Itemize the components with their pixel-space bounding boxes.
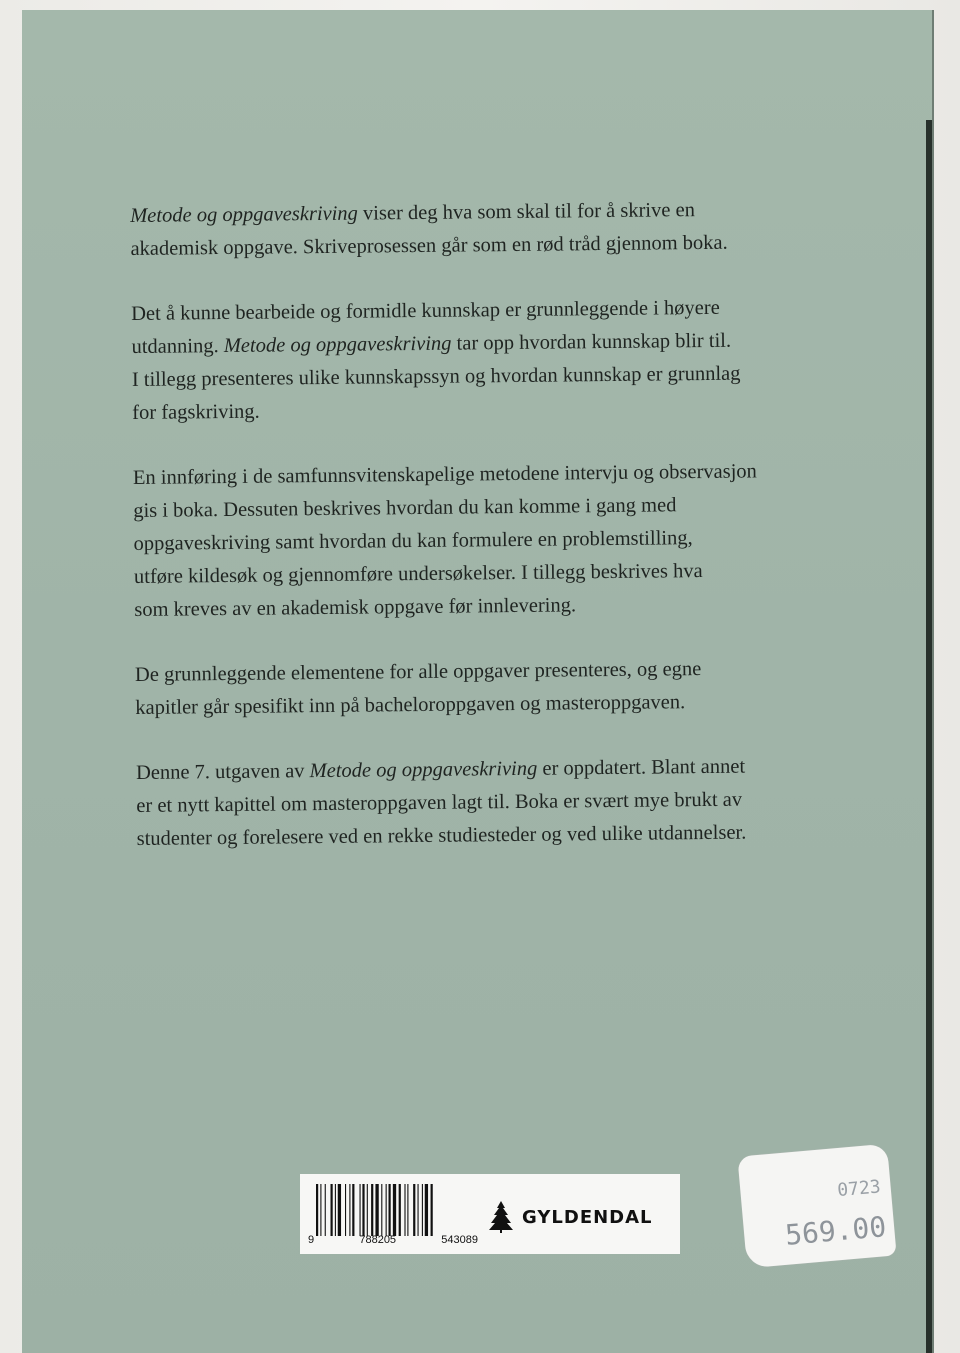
book-title-italic: Metode og oppgaveskriving [309,757,538,783]
barcode-group-left: 788205 [359,1234,397,1246]
sticker-price: 569.00 [783,1210,888,1252]
blurb-text: viser deg hva som skal til for å skrive en akademisk oppgave. Skriveprosessen går som en rød tråd gjennom boka. [130,199,728,260]
publisher-logo [488,1200,653,1234]
book-title-italic: Metode og oppgaveskriving [130,202,358,227]
book-spine-edge [926,120,932,1353]
book-title-italic: Metode og oppgaveskriving [223,332,452,358]
barcode-icon [316,1184,468,1236]
back-cover-blurb [130,192,857,888]
isbn-label [300,1174,680,1254]
barcode-group-right: 543089 [441,1234,478,1246]
spruce-tree-icon [488,1200,514,1234]
blurb-text: Det å kunne bearbeide og formidle kunnskap er grunnleggende i høyere utdanning. [131,296,720,358]
barcode-digits [308,1234,478,1246]
blurb-text: tar opp hvordan kunnskap blir til. I tillegg presenteres ulike kunnskapssyn og hvordan kunnskap er grunnlag for fagskriving. [131,329,741,424]
blurb-paragraph-1 [130,192,851,266]
blurb-paragraph-4: De grunnleggende elementene for alle oppgaver presenteres, og egne kapitler går spesifikt inn på bacheloroppgaven og masteroppgaven. [134,658,702,719]
barcode-digit-first: 9 [308,1234,315,1246]
blurb-text: er oppdatert. Blant annet er et nytt kapittel om masteroppgaven lagt til. Boka er svært mye brukt av studenter og forelesere ved en rekke studiesteder og ved ulike utdannelser. [136,755,747,850]
blurb-paragraph-2 [131,290,852,430]
publisher-name: GYLDENDAL [522,1206,653,1228]
blurb-paragraph-3: En innføring i de samfunnsvitenskapelige metodene intervju og observasjon gis i boka. Dessuten beskrives hvordan du kan komme i gang med oppgaveskriving samt hvordan du kan formulere en problemstilling, utføre kildesøk og gjennomføre undersøkelser. I tillegg beskrives hva som kreves av en akademisk oppgave før innlevering. [132,460,757,621]
blurb-text: Denne 7. utgaven av [135,760,310,784]
price-sticker [737,1144,896,1269]
sticker-code: 0723 [836,1176,882,1202]
blurb-paragraph-5 [136,749,857,856]
